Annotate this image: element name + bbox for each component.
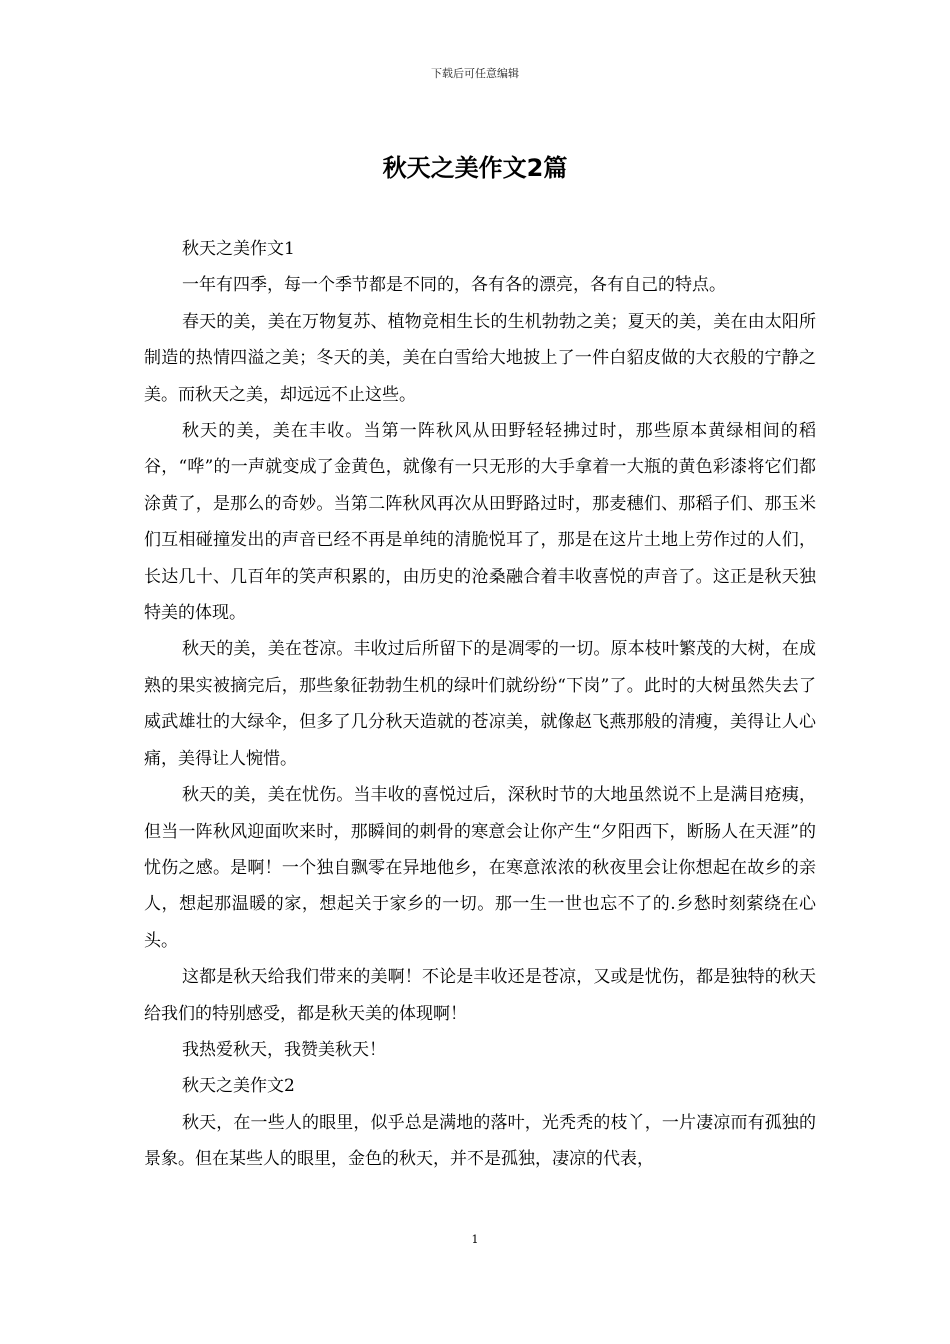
body-paragraph: 这都是秋天给我们带来的美啊！不论是丰收还是苍凉，又或是忧伤，都是独特的秋天给我们的特别感受，都是秋天美的体现啊！ bbox=[144, 967, 816, 1024]
section-heading-2: 秋天之美作文2 bbox=[182, 1076, 295, 1097]
body-paragraph: 秋天的美，美在忧伤。当丰收的喜悦过后，深秋时节的大地虽然说不上是满目疮痍，但当一阵秋风迎面吹来时，那瞬间的刺骨的寒意会让你产生“夕阳西下，断肠人在天涯”的忧伤之感。是啊！一个独自飘零在异地他乡，在寒意浓浓的秋夜里会让你想起在故乡的亲人，想起那温暖的家，想起关于家乡的一切。那一生一世也忘不了的.乡愁时刻萦绕在心头。 bbox=[144, 785, 816, 951]
body-paragraph: 我热爱秋天，我赞美秋天！ bbox=[182, 1039, 386, 1060]
page-number: 1 bbox=[471, 1233, 479, 1246]
body-paragraph: 一年有四季，每一个季节都是不同的，各有各的漂亮，各有自己的特点。 bbox=[182, 275, 726, 296]
section-heading-1: 秋天之美作文1 bbox=[182, 239, 295, 259]
body-paragraph: 秋天的美，美在苍凉。丰收过后所留下的是凋零的一切。原本枝叶繁茂的大树，在成熟的果实被摘完后，那些象征勃勃生机的绿叶们就纷纷“下岗”了。此时的大树虽然失去了威武雄壮的大绿伞，但多了几分秋天造就的苍凉美，就像赵飞燕那般的清瘦，美得让人心痛，美得让人惋惜。 bbox=[144, 639, 816, 769]
body-paragraph: 春天的美，美在万物复苏、植物竞相生长的生机勃勃之美；夏天的美，美在由太阳所制造的热情四溢之美；冬天的美，美在白雪给大地披上了一件白貂皮做的大衣般的宁静之美。而秋天之美，却远远不止这些。 bbox=[144, 311, 816, 405]
document-title: 秋天之美作文2篇 bbox=[382, 154, 568, 182]
document-body bbox=[144, 231, 816, 1178]
body-paragraph: 秋天，在一些人的眼里，似乎总是满地的落叶，光秃秃的枝丫，一片凄凉而有孤独的景象。但在某些人的眼里，金色的秋天，并不是孤独，凄凉的代表， bbox=[144, 1112, 816, 1170]
page-header-note: 下载后可任意编辑 bbox=[431, 67, 519, 80]
body-paragraph: 秋天的美，美在丰收。当第一阵秋风从田野轻轻拂过时，那些原本黄绿相间的稻谷，“哗”的一声就变成了金黄色，就像有一只无形的大手拿着一大瓶的黄色彩漆将它们都涂黄了，是那么的奇妙。当第二阵秋风再次从田野路过时，那麦穗们、那稻子们、那玉米们互相碰撞发出的声音已经不再是单纯的清脆悦耳了，那是在这片土地上劳作过的人们，长达几十、几百年的笑声积累的，由历史的沧桑融合着丰收喜悦的声音了。这正是秋天独特美的体现。 bbox=[144, 421, 816, 624]
